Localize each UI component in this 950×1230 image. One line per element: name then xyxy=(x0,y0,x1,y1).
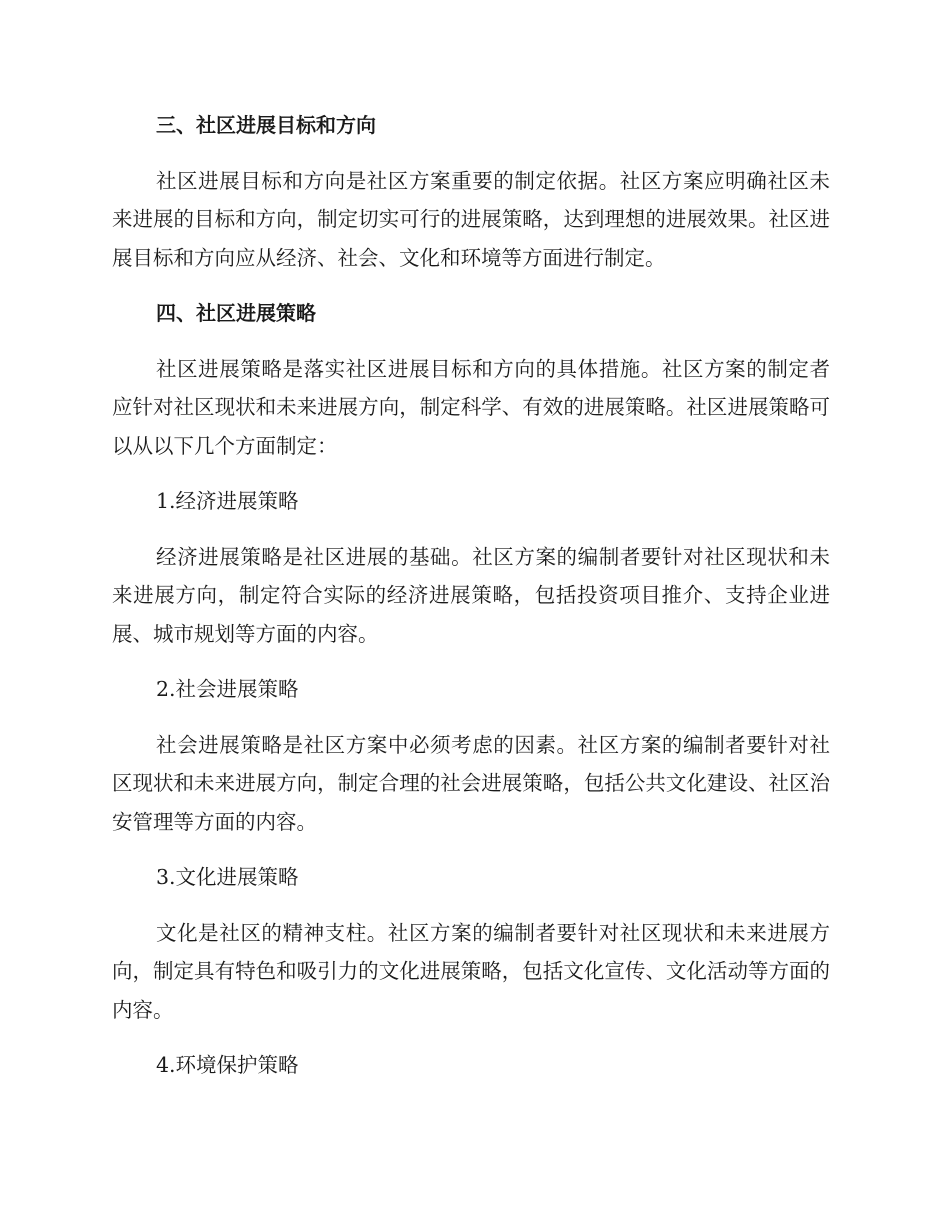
subsection-title-economic: 1.经济进展策略 xyxy=(156,489,299,513)
section-heading-strategy: 四、社区进展策略 xyxy=(156,301,316,325)
section-paragraph-goals: 社区进展目标和方向是社区方案重要的制定依据。社区方案应明确社区未来进展的目标和方向，制定切实可行的进展策略，达到理想的进展效果。社区进展目标和方向应从经济、社会、文化和环境等方面进行制定。 xyxy=(112,168,830,270)
section-paragraph-strategy: 社区进展策略是落实社区进展目标和方向的具体措施。社区方案的制定者应针对社区现状和未来进展方向，制定科学、有效的进展策略。社区进展策略可以从以下几个方面制定： xyxy=(112,356,830,458)
section-heading-goals: 三、社区进展目标和方向 xyxy=(156,113,376,137)
subsection-title-social: 2.社会进展策略 xyxy=(156,677,299,701)
subsection-paragraph-social: 社会进展策略是社区方案中必须考虑的因素。社区方案的编制者要针对社区现状和未来进展方向，制定合理的社会进展策略，包括公共文化建设、社区治安管理等方面的内容。 xyxy=(112,732,830,834)
subsection-paragraph-economic: 经济进展策略是社区进展的基础。社区方案的编制者要针对社区现状和未来进展方向，制定符合实际的经济进展策略，包括投资项目推介、支持企业进展、城市规划等方面的内容。 xyxy=(112,544,830,646)
subsection-title-cultural: 3.文化进展策略 xyxy=(156,865,299,889)
document-body xyxy=(112,106,830,1102)
subsection-paragraph-cultural: 文化是社区的精神支柱。社区方案的编制者要针对社区现状和未来进展方向，制定具有特色和吸引力的文化进展策略，包括文化宣传、文化活动等方面的内容。 xyxy=(112,920,830,1022)
subsection-title-environment: 4.环境保护策略 xyxy=(156,1053,299,1077)
